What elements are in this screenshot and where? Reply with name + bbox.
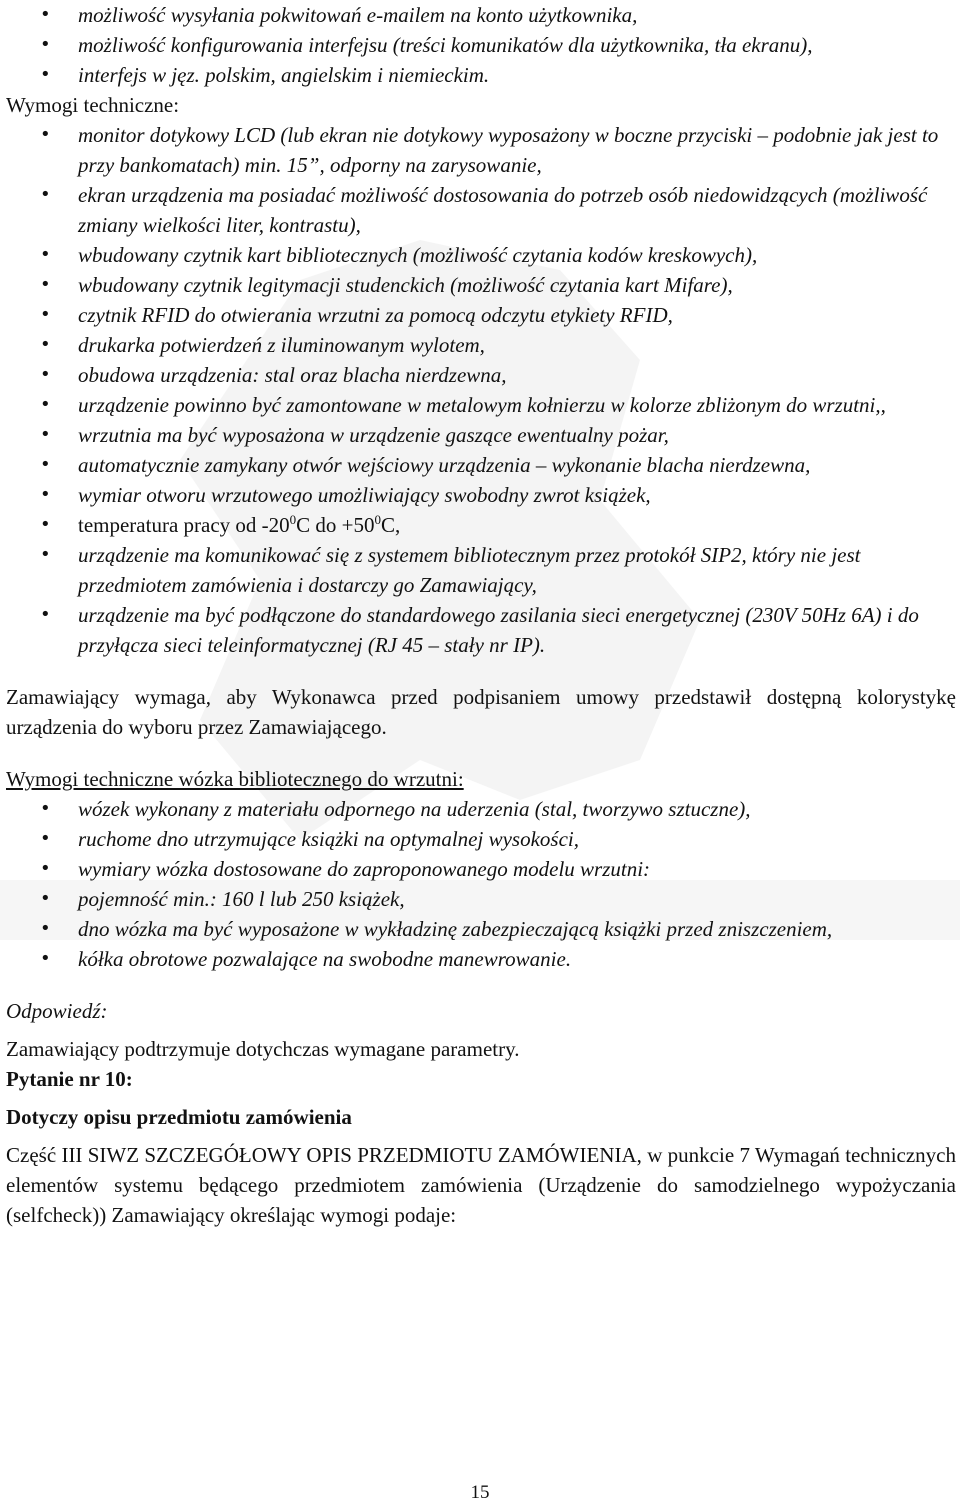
list-item: • czytnik RFID do otwierania wrzutni za pomocą odczytu etykiety RFID, [6, 300, 956, 330]
list-item: • ekran urządzenia ma posiadać możliwość dostosowania do potrzeb osób niedowidzących (możliwość zmiany wielkości liter, kontrastu), [6, 180, 956, 240]
list-item: • urządzenie ma komunikować się z systemem bibliotecznym przez protokół SIP2, który nie jest przedmiotem zamówienia i dostarczy go Zamawiający, [6, 540, 956, 600]
list-item: • drukarka potwierdzeń z iluminowanym wylotem, [6, 330, 956, 360]
list-item: • automatycznie zamykany otwór wejściowy urządzenia – wykonanie blacha nierdzewna, [6, 450, 956, 480]
list-item: • wózek wykonany z materiału odpornego na uderzenia (stal, tworzywo sztuczne), [6, 794, 956, 824]
degree-superscript: 0 [374, 512, 382, 527]
temperature-mid: C do +50 [296, 513, 375, 537]
list-item: • dno wózka ma być wyposażone w wykładzinę zabezpieczającą książki przed zniszczeniem, [6, 914, 956, 944]
list-item: • wymiary wózka dostosowane do zaproponowanego modelu wrzutni: [6, 854, 956, 884]
technical-requirements-heading: Wymogi techniczne: [6, 93, 180, 117]
list-item: • urządzenie powinno być zamontowane w metalowym kołnierzu w kolorze zbliżonym do wrzutni,, [6, 390, 956, 420]
degree-superscript: 0 [289, 512, 297, 527]
list-item: • możliwość konfigurowania interfejsu (treści komunikatów dla użytkownika, tła ekranu), [6, 30, 956, 60]
temperature-item [6, 510, 956, 540]
list-item: • urządzenie ma być podłączone do standardowego zasilania sieci energetycznej (230V 50Hz 6A) i do przyłącza sieci teleinformatycznej (RJ 45 – stały nr IP). [6, 600, 956, 660]
list-item: • pojemność min.: 160 l lub 250 książek, [6, 884, 956, 914]
list-item: • wbudowany czytnik legitymacji studenckich (możliwość czytania kart Mifare), [6, 270, 956, 300]
list-item: • możliwość wysyłania pokwitowań e-mailem na konto użytkownika, [6, 0, 956, 30]
list-item: • obudowa urządzenia: stal oraz blacha nierdzewna, [6, 360, 956, 390]
list-item: • monitor dotykowy LCD (lub ekran nie dotykowy wyposażony w boczne przyciski – podobnie jak jest to przy bankomatach) min. 15”, odporny na zarysowanie, [6, 120, 956, 180]
document-content [6, 0, 956, 1230]
list-item: • ruchome dno utrzymujące książki na optymalnej wysokości, [6, 824, 956, 854]
list-item: • wbudowany czytnik kart bibliotecznych (możliwość czytania kodów kreskowych), [6, 240, 956, 270]
page-number: 15 [470, 1482, 490, 1503]
technical-requirements-list [6, 120, 956, 660]
list-item: • kółka obrotowe pozwalające na swobodne manewrowanie. [6, 944, 956, 974]
temperature-suffix: C, [381, 513, 401, 537]
answer-label: Odpowiedź: [6, 999, 108, 1023]
color-requirement-paragraph: Zamawiający wymaga, aby Wykonawca przed podpisaniem umowy przedstawił dostępną kolorystykę urządzenia do wyboru przez Zamawiającego. [6, 685, 956, 739]
question-topic: Dotyczy opisu przedmiotu zamówienia [6, 1105, 352, 1129]
question-label: Pytanie nr 10: [6, 1067, 133, 1091]
list-item: • wymiar otworu wrzutowego umożliwiający swobodny zwrot książek, [6, 480, 956, 510]
answer-text: Zamawiający podtrzymuje dotychczas wymagane parametry. [6, 1037, 520, 1061]
features-list [6, 0, 956, 90]
list-item: • wrzutnia ma być wyposażona w urządzenie gaszące ewentualny pożar, [6, 420, 956, 450]
cart-requirements-heading: Wymogi techniczne wózka bibliotecznego do wrzutni: [6, 767, 464, 791]
cart-requirements-list [6, 794, 956, 974]
list-item: • interfejs w jęz. polskim, angielskim i niemieckim. [6, 60, 956, 90]
temperature-prefix: temperatura pracy od -20 [78, 513, 290, 537]
question-text: Część III SIWZ SZCZEGÓŁOWY OPIS PRZEDMIOTU ZAMÓWIENIA, w punkcie 7 Wymagań technicznych elementów systemu będącego przedmiotem zamówienia (Urządzenie do samodzielnego wypożyczania (selfcheck)) Zamawiający określając wymogi podaje: [6, 1143, 956, 1227]
